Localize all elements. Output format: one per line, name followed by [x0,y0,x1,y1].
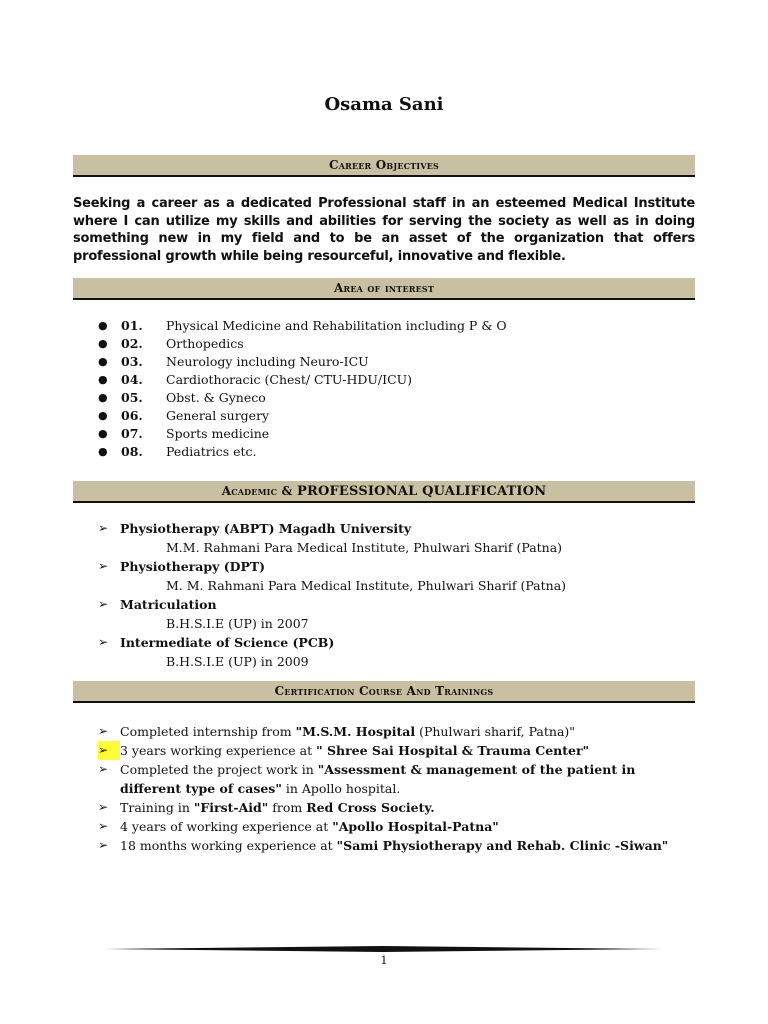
bullet-icon: ● [98,427,108,440]
candidate-name: Osama Sani [324,94,444,115]
list-item: ● 07. Sports medicine [98,426,270,441]
list-item: ● 04. Cardiothoracic (Chest/ CTU-HDU/ICU) [98,372,413,387]
footer-divider [105,946,661,952]
arrow-bullet-icon: ➢ [98,724,109,738]
list-item: ➢ 18 months working experience at "Sami Physiotherapy and Rehab. Clinic -Siwan" [98,838,669,853]
qualification-list [98,519,566,671]
section-header-qualification: Academic & PROFESSIONAL QUALIFICATION [73,481,695,503]
bullet-icon: ● [98,445,108,458]
bullet-icon: ● [98,391,108,404]
bullet-icon: ● [98,319,108,332]
list-item: ➢ Training in "First-Aid" from Red Cross Society. [98,800,435,815]
list-item: ➢ 3 years working experience at " Shree Sai Hospital & Trauma Center" [98,743,590,758]
list-item: ➢ Physiotherapy (DPT) M. M. Rahmani Para Medical Institute, Phulwari Sharif (Patna) [98,559,567,593]
career-objective-text: Seeking a career as a dedicated Professional staff in an esteemed Medical Institute where I can utilize my skills and abilities for serving the society as well as in doing something new in my field and to be an asset of the organization that offers professional growth while being resourceful, innovative and flexible. [73,196,695,264]
list-item: ● 03. Neurology including Neuro-ICU [98,354,369,369]
arrow-bullet-icon: ➢ [98,635,109,649]
bullet-icon: ● [98,355,108,368]
bullet-icon: ● [98,337,108,350]
list-item: ➢ Completed the project work in "Assessment & management of the patient in different type of cases" in Apollo hospital. [98,762,636,796]
arrow-bullet-icon: ➢ [98,521,109,535]
list-item: ● 01. Physical Medicine and Rehabilitation including P & O [98,318,507,333]
list-item: ● 05. Obst. & Gyneco [98,390,266,405]
arrow-bullet-icon: ➢ [98,559,109,573]
list-item: ➢ Completed internship from "M.S.M. Hospital (Phulwari sharif, Patna)" [98,724,576,739]
arrow-bullet-icon: ➢ [98,838,109,852]
section-header-area-of-interest: Area of interest [73,278,695,300]
arrow-bullet-icon: ➢ [98,819,109,833]
list-item: ● 02. Orthopedics [98,336,244,351]
list-item: ● 06. General surgery [98,408,270,423]
section-header-certification: Certification Course And Trainings [73,681,695,703]
bullet-icon: ● [98,373,108,386]
section-header-career-objectives: Career Objectives [73,155,695,177]
list-item: ➢ Intermediate of Science (PCB) B.H.S.I.E (UP) in 2009 [98,635,335,669]
arrow-bullet-icon: ➢ [98,762,109,776]
arrow-bullet-icon: ➢ [98,741,120,760]
arrow-bullet-icon: ➢ [98,597,109,611]
bullet-icon: ● [98,409,108,422]
certification-list [98,722,698,855]
interest-list [98,317,507,461]
list-item: ➢ Physiotherapy (ABPT) Magadh University M.M. Rahmani Para Medical Institute, Phulwari Sharif (Patna) [98,521,563,555]
arrow-bullet-icon: ➢ [98,800,109,814]
list-item: ➢ Matriculation B.H.S.I.E (UP) in 2007 [98,597,309,631]
list-item: ➢ 4 years of working experience at "Apollo Hospital-Patna" [98,819,499,834]
page-number: 1 [380,954,388,967]
list-item: ● 08. Pediatrics etc. [98,444,257,459]
